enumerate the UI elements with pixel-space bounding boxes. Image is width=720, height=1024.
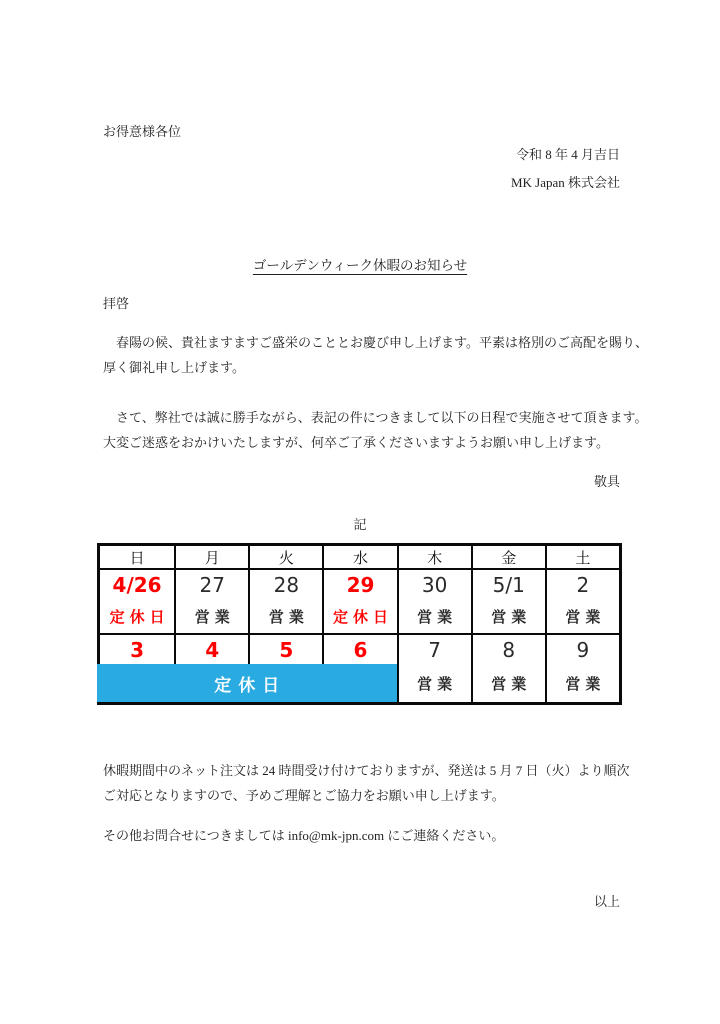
end-marker: 以上: [593, 894, 620, 909]
paragraph-line: 厚く御礼申し上げます。: [103, 360, 245, 375]
status-text: 営業: [268, 608, 309, 626]
closing-word: 敬具: [593, 474, 620, 489]
day-cell-open: [174, 568, 248, 633]
date-line: 令和 8 年 4 月吉日: [515, 147, 620, 162]
contact-line: その他お問合せにつきましては info@mk-jpn.com にご連絡ください。: [103, 828, 505, 843]
day-cell-closed: [322, 568, 396, 633]
closed-date-cell: 5: [248, 633, 322, 664]
sender-block: [511, 141, 620, 197]
paragraph-line: 春陽の候、貴社ますますご盛栄のこととお慶び申し上げます。平素は格別のご高配を賜り、: [103, 335, 648, 350]
holiday-calendar-table: [97, 543, 622, 705]
closed-date-cell: 3: [100, 633, 174, 664]
announcement-paragraph: [103, 405, 647, 455]
weekday-header-cell: 水: [322, 546, 396, 568]
date-text: 8: [502, 638, 516, 662]
weekday-header-cell: 木: [397, 546, 471, 568]
status-text: 営業: [194, 608, 235, 626]
weekday-header-cell: 金: [471, 546, 545, 568]
status-text: 営業: [491, 608, 532, 626]
paragraph-line: 休暇期間中のネット注文は 24 時間受け付けておりますが、発送は 5 月 7 日（火）より順次: [103, 763, 630, 778]
date-text: 5/1: [492, 573, 525, 597]
salutation: 拝啓: [103, 296, 130, 311]
day-cell-open: [397, 568, 471, 633]
paragraph-line: 大変ご迷惑をおかけいたしますが、何卒ご了承くださいますようお願い申し上げます。: [103, 435, 609, 450]
date-text: 28: [273, 573, 300, 597]
day-cell-open: [471, 568, 545, 633]
status-text: 定休日: [109, 608, 170, 626]
day-cell-closed: [100, 568, 174, 633]
date-text: 30: [421, 573, 448, 597]
status-text: 営業: [565, 675, 606, 693]
record-marker: 記: [353, 517, 367, 532]
day-cell-open: [545, 633, 619, 702]
status-text: 営業: [417, 608, 458, 626]
weekday-header-cell: 日: [129, 548, 145, 567]
date-text: 7: [428, 638, 441, 662]
weekday-header-cell: 土: [545, 546, 619, 568]
notice-title: ゴールデンウィーク休暇のお知らせ: [252, 258, 468, 273]
status-text: 定休日: [332, 608, 393, 626]
date-text: 2: [576, 573, 590, 597]
date-text: 27: [199, 573, 225, 597]
company-name: MK Japan 株式会社: [510, 175, 620, 190]
weekday-header-cell: 月: [174, 546, 248, 568]
greeting-paragraph: [103, 330, 648, 380]
closed-date-cell: 6: [322, 633, 396, 664]
date-text: 9: [576, 638, 590, 662]
weekday-header-cell: 火: [248, 546, 322, 568]
day-cell-open: [397, 633, 471, 702]
recipient-line: お得意様各位: [103, 124, 182, 139]
date-text: 4/26: [112, 573, 162, 597]
day-cell-open: [545, 568, 619, 633]
status-text: 営業: [417, 675, 458, 693]
paragraph-line: さて、弊社では誠に勝手ながら、表記の件につきまして以下の日程で実施させて頂きます。: [103, 410, 648, 425]
status-text: 営業: [491, 675, 532, 693]
closed-date-cell: 4: [174, 633, 248, 664]
status-text: 営業: [565, 608, 606, 626]
shipping-note-paragraph: [103, 758, 630, 808]
day-cell-open: [248, 568, 322, 633]
date-text: 29: [346, 573, 375, 597]
paragraph-line: ご対応となりますので、予めご理解とご協力をお願い申し上げます。: [103, 788, 505, 803]
closed-banner: 定休日: [97, 664, 397, 702]
day-cell-open: [471, 633, 545, 702]
